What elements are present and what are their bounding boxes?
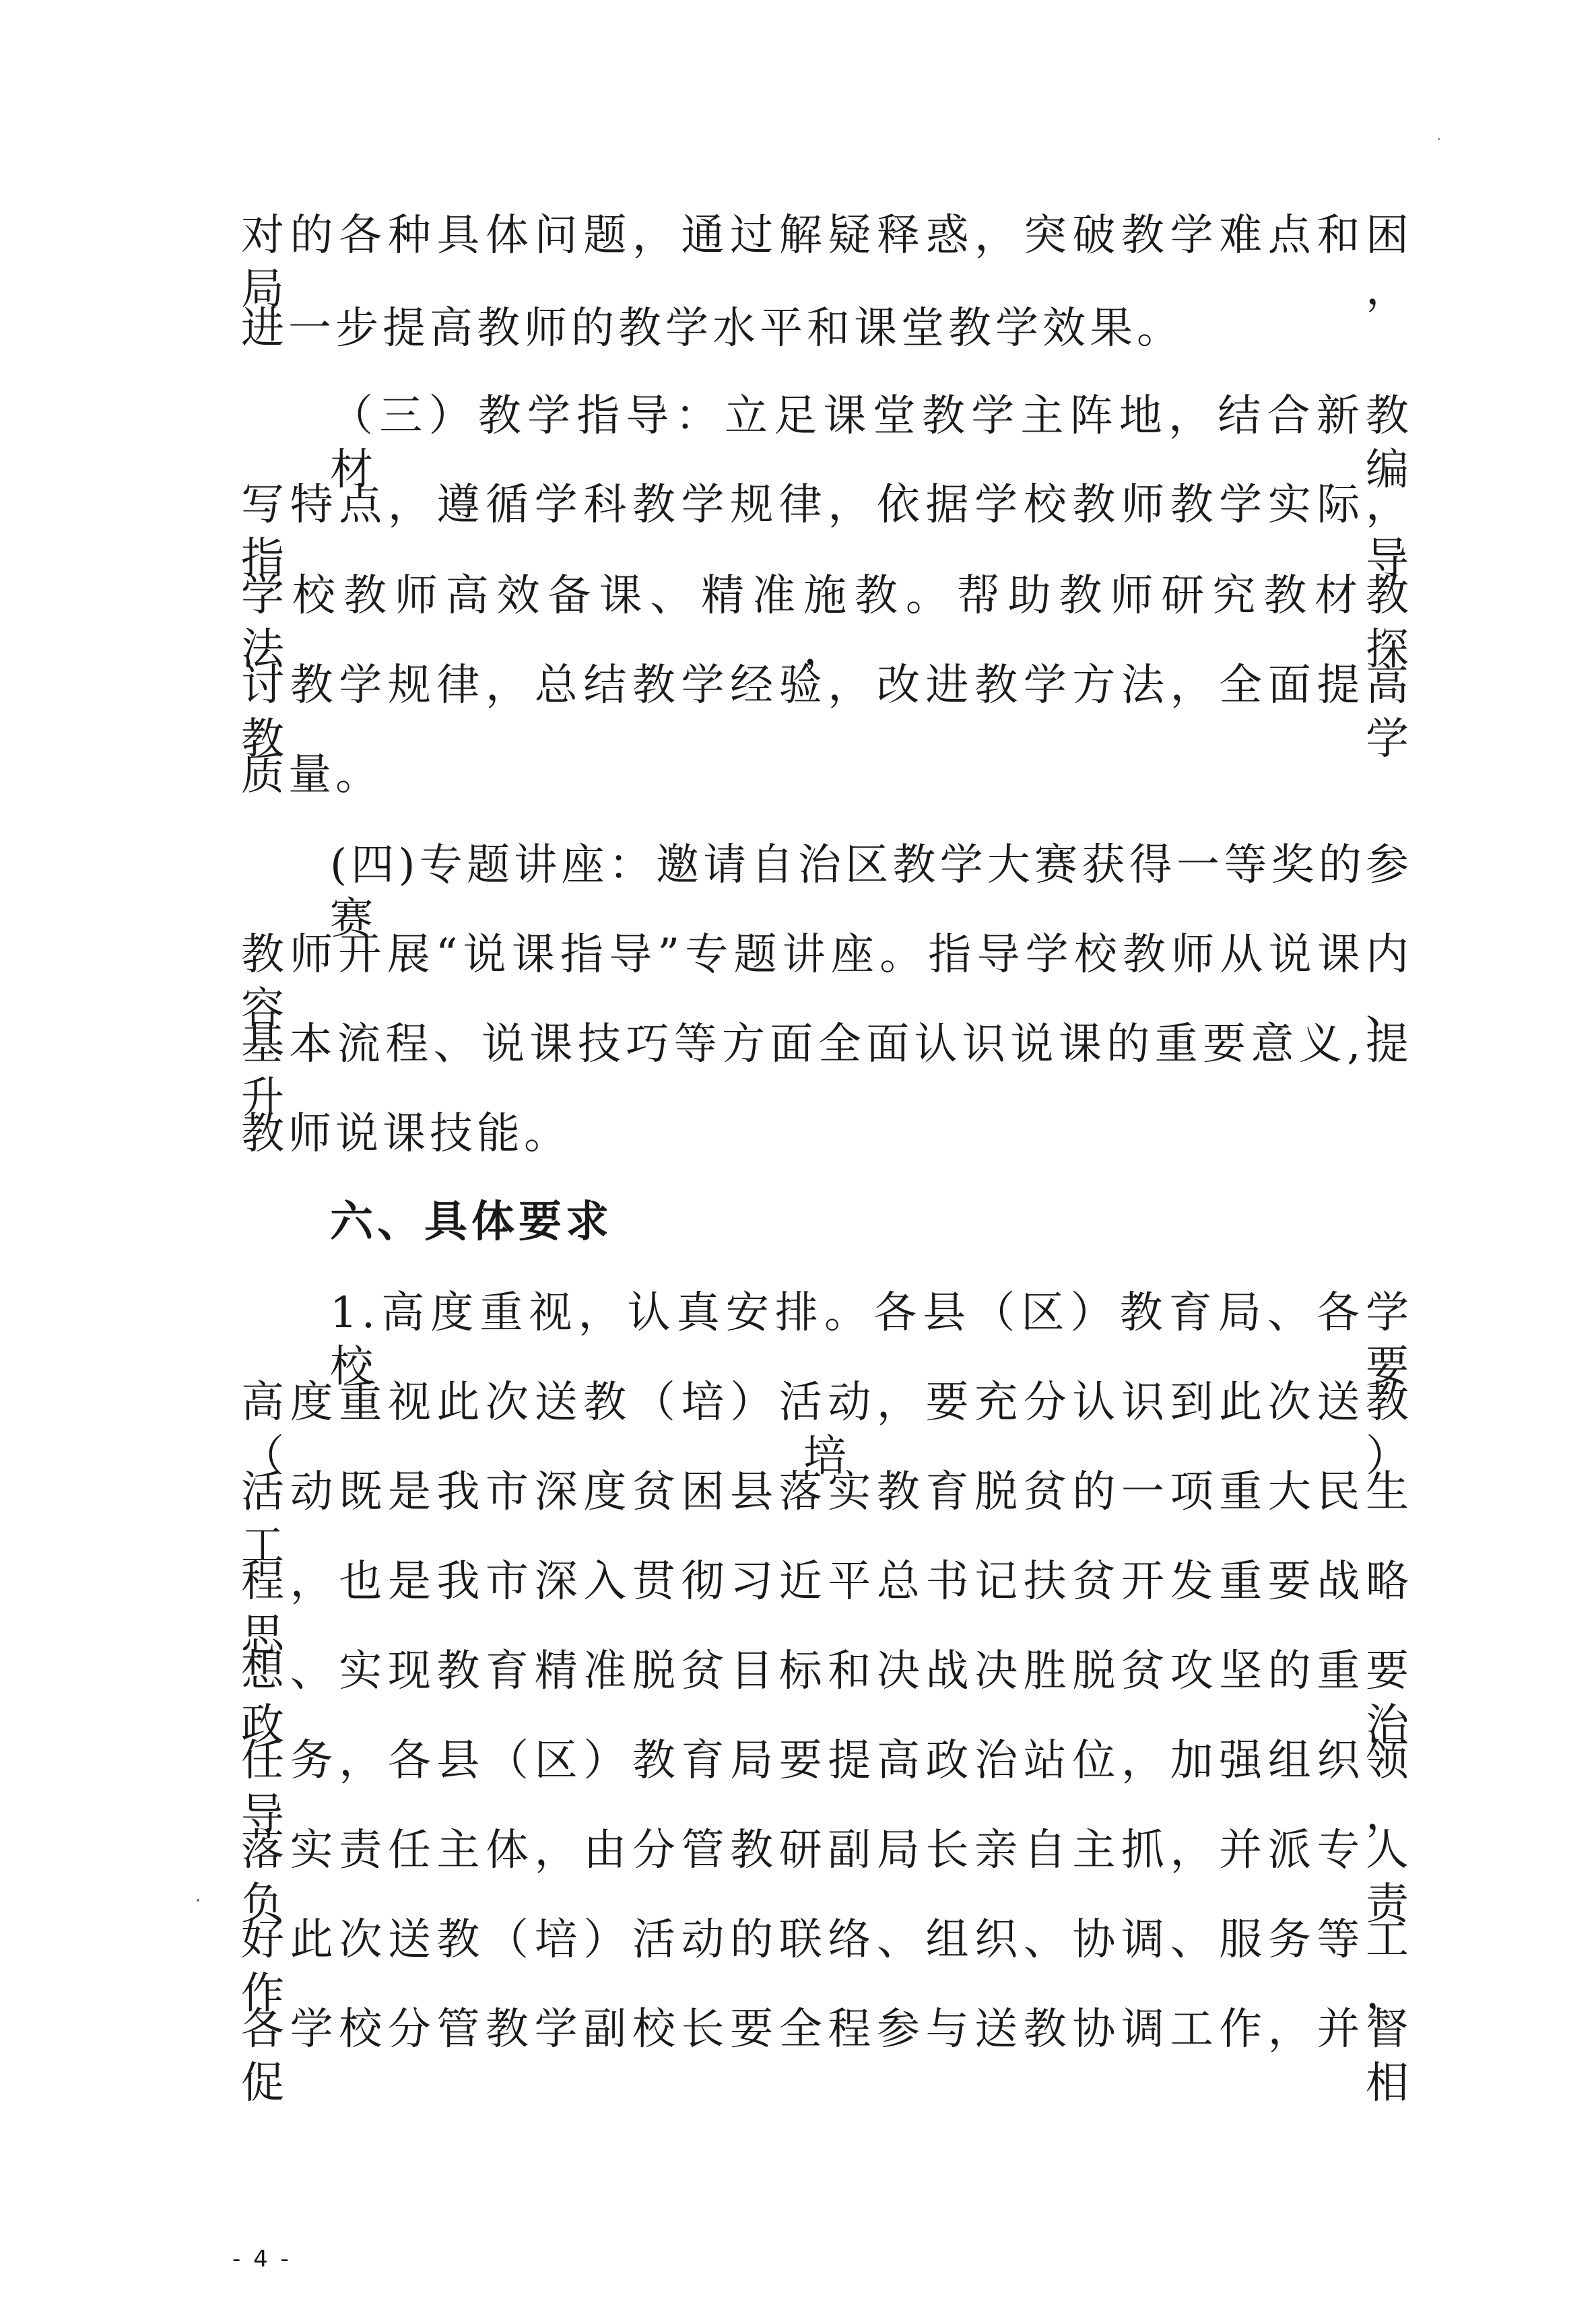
- paragraph-line: 学校教师高效备课、精准施教。帮助教师研究教材教法，探: [241, 571, 1413, 675]
- paragraph-line: 教师说课技能。: [241, 1109, 571, 1159]
- paragraph-line: 1.高度重视，认真安排。各县（区）教育局、各学校要: [330, 1288, 1413, 1392]
- paragraph-line: 各学校分管教学副校长要全程参与送教协调工作，并督促相: [241, 2005, 1413, 2108]
- paragraph-line: 对的各种具体问题，通过解疑释惑，突破教学难点和困局，: [241, 211, 1413, 314]
- paragraph-line: 好此次送教（培）活动的联络、组织、协调、服务等工作，: [241, 1915, 1413, 2019]
- paragraph-line: （三）教学指导：立足课堂教学主阵地，结合新教材编: [330, 391, 1413, 495]
- paragraph-line: 任务，各县（区）教育局要提高政治站位，加强组织领导，: [241, 1736, 1413, 1840]
- scan-speck: [197, 1899, 199, 1902]
- paragraph-line: 进一步提高教师的教学水平和课堂教学效果。: [241, 304, 1184, 354]
- section-heading: 六、具体要求: [330, 1197, 613, 1247]
- paragraph-line: 活动既是我市深度贫困县落实教育脱贫的一项重大民生工: [241, 1467, 1413, 1571]
- scan-speck: [1438, 138, 1440, 140]
- paragraph-line: 高度重视此次送教（培）活动，要充分认识到此次送教（培）: [241, 1378, 1413, 1481]
- paragraph-line: 程，也是我市深入贯彻习近平总书记扶贫开发重要战略思: [241, 1557, 1413, 1661]
- paragraph-line: 质量。: [241, 750, 383, 800]
- paragraph-line: 讨教学规律，总结教学经验，改进教学方法，全面提高教学: [241, 661, 1413, 764]
- paragraph-line: (四)专题讲座：邀请自治区教学大赛获得一等奖的参赛: [330, 840, 1413, 944]
- paragraph-line: 想、实现教育精准脱贫目标和决战决胜脱贫攻坚的重要政治: [241, 1646, 1413, 1750]
- page-number: - 4 -: [232, 2246, 292, 2273]
- paragraph-line: 写特点，遵循学科教学规律，依据学校教师教学实际，指导: [241, 480, 1413, 584]
- paragraph-line: 教师开展“说课指导”专题讲座。指导学校教师从说课内容、: [241, 930, 1413, 1034]
- paragraph-line: 落实责任主体，由分管教研副局长亲自主抓，并派专人负责: [241, 1826, 1413, 1929]
- paragraph-line: 基本流程、说课技巧等方面全面认识说课的重要意义,提升: [241, 1019, 1413, 1123]
